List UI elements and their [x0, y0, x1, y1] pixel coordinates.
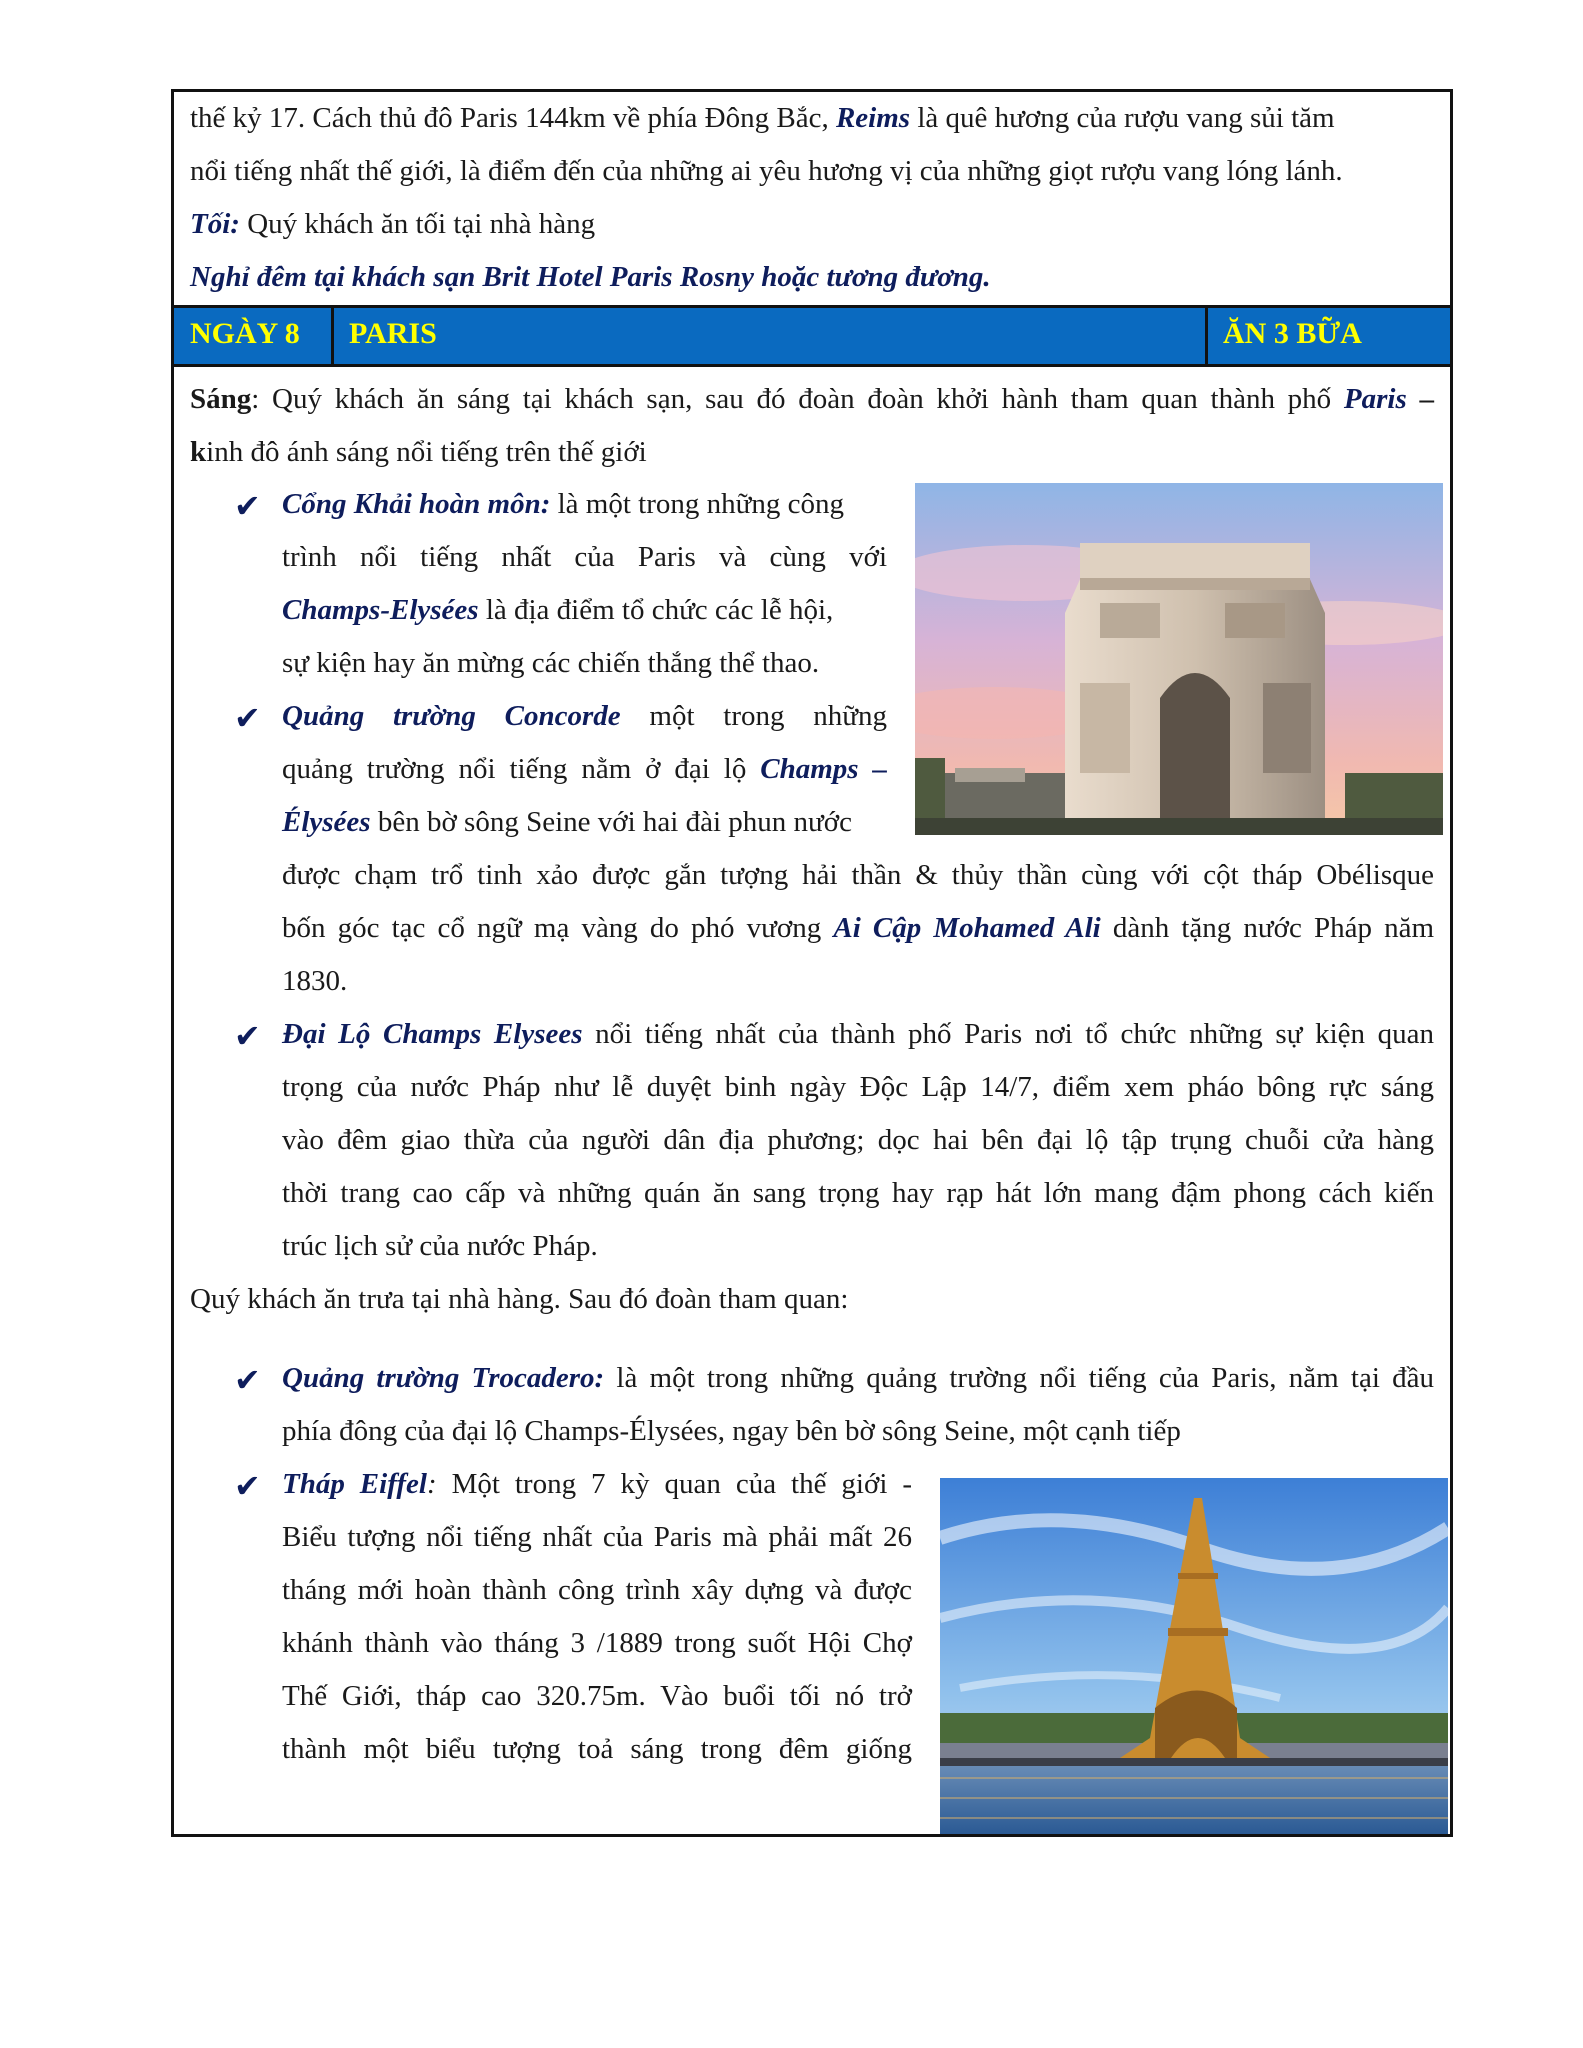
intro-line-1: thế kỷ 17. Cách thủ đô Paris 144km về phía Đông Bắc, Reims là quê hương của rượu vang sủi tăm — [190, 102, 1335, 134]
arc-de-triomphe-photo — [915, 483, 1443, 835]
champs-line-5: trúc lịch sử của nước Pháp. — [282, 1230, 598, 1262]
concorde-line-3: Élysées bên bờ sông Seine với hai đài phun nước — [282, 806, 852, 838]
arc-line-1: Cổng Khải hoàn môn: là một trong những công — [282, 488, 844, 520]
intro-line-2: nổi tiếng nhất thế giới, là điểm đến của những ai yêu hương vị của những giọt rượu vang lóng lánh. — [190, 155, 1343, 187]
lunch-line: Quý khách ăn trưa tại nhà hàng. Sau đó đoàn tham quan: — [190, 1283, 849, 1315]
day-header — [174, 305, 1450, 367]
dinner-line: Tối: Quý khách ăn tối tại nhà hàng — [190, 208, 596, 240]
day-place: PARIS — [349, 317, 437, 350]
morning-line-2: kinh đô ánh sáng nổi tiếng trên thế giới — [190, 436, 647, 468]
check-icon: ✔ — [234, 699, 261, 737]
arc-line-4: sự kiện hay ăn mừng các chiến thắng thể thao. — [282, 647, 820, 679]
check-icon: ✔ — [234, 1467, 261, 1505]
arc-line-3: Champs-Elysées là địa điểm tổ chức các lễ hội, — [282, 594, 834, 626]
divider — [1205, 308, 1208, 364]
day-number: NGÀY 8 — [190, 317, 300, 350]
day-meals: ĂN 3 BỮA — [1223, 317, 1362, 350]
concorde-line-1: Quảng trường Concorde một trong những — [282, 700, 888, 732]
champs-line-4: thời trang cao cấp và những quán ăn sang trọng hay rạp hát lớn mang đậm phong cách kiến — [282, 1177, 1434, 1209]
eiffel-line-4: khánh thành vào tháng 3 /1889 trong suốt Hội Chợ — [282, 1627, 912, 1659]
trocadero-line-1: Quảng trường Trocadero: là một trong những quảng trường nổi tiếng của Paris, nằm tại đầu — [282, 1362, 1435, 1394]
morning-line-1: Sáng: Quý khách ăn sáng tại khách sạn, sau đó đoàn đoàn khởi hành tham quan thành phố Paris – — [190, 383, 1435, 415]
concorde-line-6: 1830. — [282, 965, 348, 997]
check-icon: ✔ — [234, 1361, 261, 1399]
arc-line-2: trình nổi tiếng nhất của Paris và cùng với — [282, 541, 887, 573]
check-icon: ✔ — [234, 1017, 261, 1055]
champs-line-3: vào đêm giao thừa của người dân địa phương; dọc hai bên đại lộ tập trụng chuỗi cửa hàng — [282, 1124, 1434, 1156]
itinerary-box — [171, 89, 1453, 1837]
concorde-line-4: được chạm trổ tinh xảo được gắn tượng hải thần & thủy thần cùng với cột tháp Obélisque — [282, 859, 1434, 891]
eiffel-line-5: Thế Giới, tháp cao 320.75m. Vào buổi tối nó trở — [282, 1680, 912, 1712]
eiffel-line-1: Tháp Eiffel: Một trong 7 kỳ quan của thế giới - — [282, 1468, 912, 1500]
eiffel-line-6: thành một biểu tượng toả sáng trong đêm giống — [282, 1733, 912, 1765]
eiffel-line-2: Biểu tượng nổi tiếng nhất của Paris mà phải mất 26 — [282, 1521, 912, 1553]
champs-line-1: Đại Lộ Champs Elysees nổi tiếng nhất của thành phố Paris nơi tổ chức những sự kiện quan — [282, 1018, 1434, 1050]
check-icon: ✔ — [234, 487, 261, 525]
concorde-line-5: bốn góc tạc cổ ngữ mạ vàng do phó vương Ai Cập Mohamed Ali dành tặng nước Pháp năm — [282, 912, 1434, 944]
concorde-line-2: quảng trường nổi tiếng nằm ở đại lộ Champs – — [282, 753, 887, 785]
eiffel-tower-photo — [940, 1478, 1448, 1834]
trocadero-line-2: phía đông của đại lộ Champs-Élysées, ngay bên bờ sông Seine, một cạnh tiếp — [282, 1415, 1181, 1447]
divider — [331, 308, 334, 364]
champs-line-2: trọng của nước Pháp như lễ duyệt binh ngày Độc Lập 14/7, điểm xem pháo bông rực sáng — [282, 1071, 1434, 1103]
hotel-line: Nghỉ đêm tại khách sạn Brit Hotel Paris Rosny hoặc tương đương. — [190, 261, 991, 293]
eiffel-line-3: tháng mới hoàn thành công trình xây dựng và được — [282, 1574, 912, 1606]
